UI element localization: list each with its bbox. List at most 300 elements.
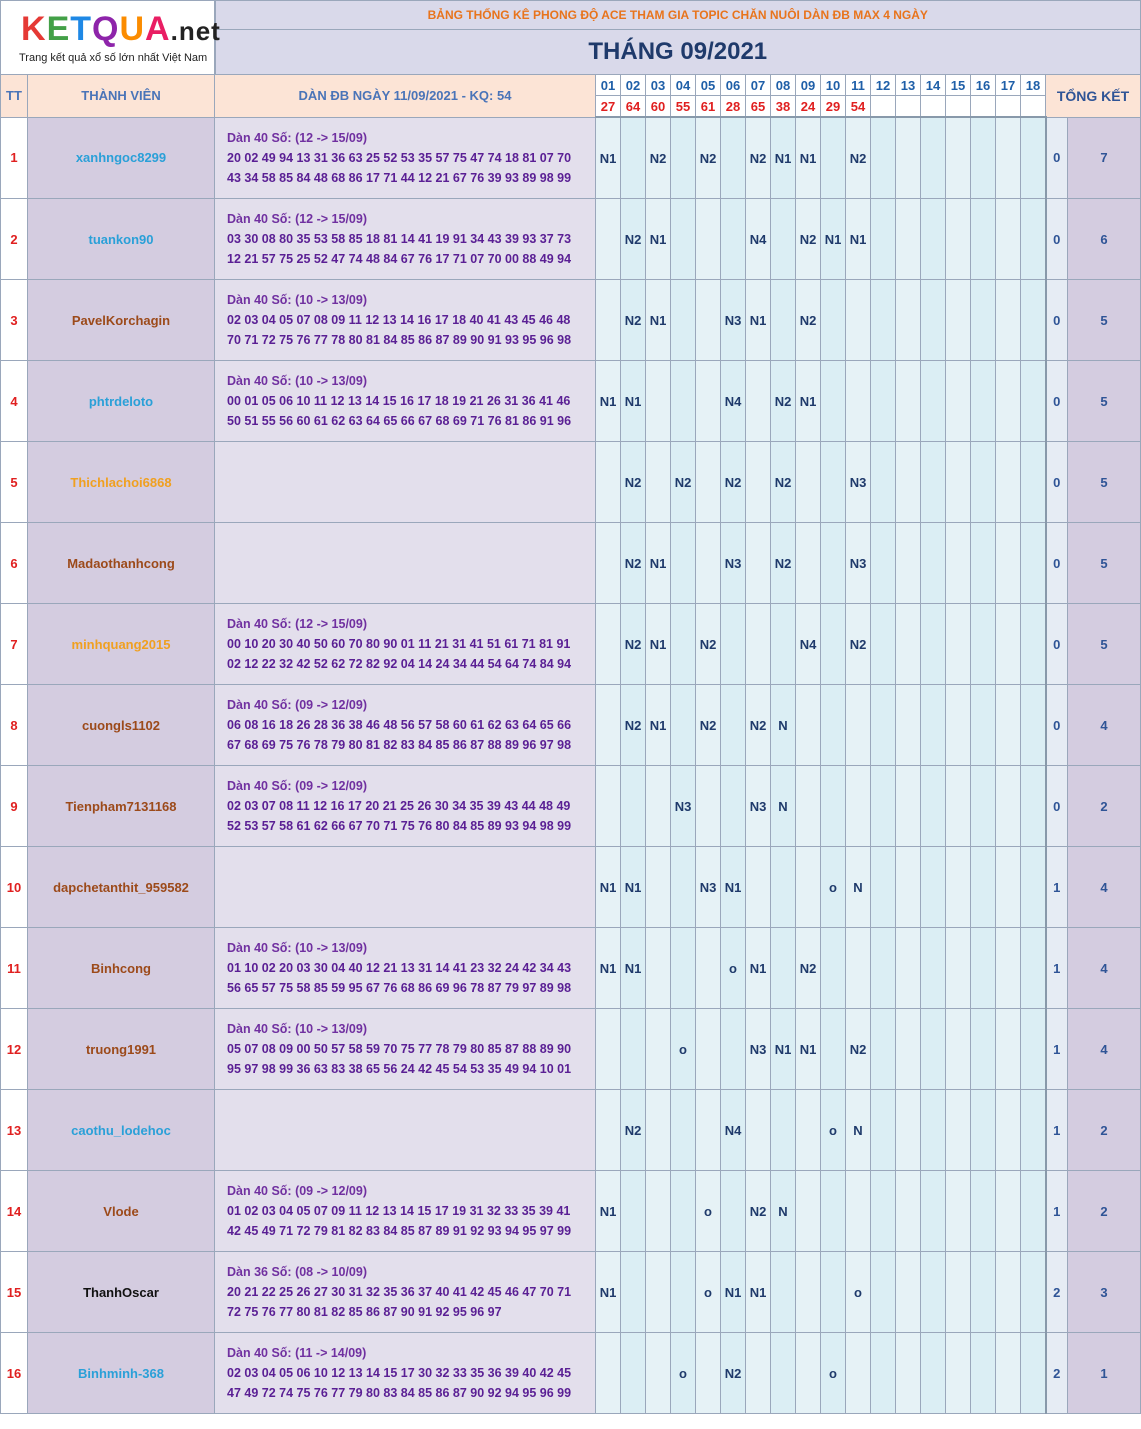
day-mark: N2 (696, 604, 721, 685)
day-mark (896, 442, 921, 523)
day-mark (921, 1171, 946, 1252)
total-score: 6 (1068, 199, 1141, 280)
member-name[interactable]: Binhcong (28, 928, 215, 1009)
day-mark (796, 1171, 821, 1252)
day-mark: N4 (746, 199, 771, 280)
day-mark (996, 1090, 1021, 1171)
day-mark: N2 (621, 1090, 646, 1171)
day-mark: N1 (796, 361, 821, 442)
day-mark (596, 523, 621, 604)
day-mark (771, 1090, 796, 1171)
day-mark (721, 685, 746, 766)
day-mark (596, 604, 621, 685)
member-name[interactable]: Madaothanhcong (28, 523, 215, 604)
day-result: 61 (696, 96, 721, 118)
day-mark (671, 199, 696, 280)
day-mark (896, 1171, 921, 1252)
day-mark (671, 117, 696, 199)
day-mark (821, 604, 846, 685)
day-mark (921, 442, 946, 523)
member-name[interactable]: ThanhOscar (28, 1252, 215, 1333)
day-mark (596, 199, 621, 280)
logo-suffix: .net (170, 15, 221, 46)
dan-heading: Dàn 40 Số: (10 -> 13/09) (227, 293, 367, 307)
day-mark (646, 1090, 671, 1171)
day-mark (1021, 766, 1046, 847)
day-mark: N2 (696, 117, 721, 199)
dan-heading: Dàn 40 Số: (10 -> 13/09) (227, 941, 367, 955)
day-mark (721, 117, 746, 199)
day-mark (671, 1171, 696, 1252)
table-row (1, 928, 1141, 1009)
row-index: 15 (1, 1252, 28, 1333)
dan-heading: Dàn 40 Số: (09 -> 12/09) (227, 698, 367, 712)
row-index: 10 (1, 847, 28, 928)
day-mark (946, 766, 971, 847)
total-wins: 2 (1046, 1252, 1068, 1333)
day-mark (621, 1333, 646, 1414)
day-mark: N3 (846, 442, 871, 523)
day-mark: N1 (621, 847, 646, 928)
day-mark: N2 (746, 1171, 771, 1252)
member-name[interactable]: dapchetanthit_959582 (28, 847, 215, 928)
day-mark (946, 117, 971, 199)
day-result: 27 (596, 96, 621, 118)
table-row (1, 685, 1141, 766)
day-mark (871, 117, 896, 199)
day-mark (821, 117, 846, 199)
day-header: 04 (671, 75, 696, 96)
total-score: 5 (1068, 523, 1141, 604)
day-mark (896, 361, 921, 442)
dan-numbers: 02 03 07 08 11 12 16 17 20 21 25 26 30 34 35 39 43 44 48 49 52 53 57 58 61 62 66 67 70 71 75 76 80 84 85 89 93 94 98 99 (227, 799, 572, 833)
day-mark (896, 523, 921, 604)
day-mark (821, 685, 846, 766)
day-mark (696, 280, 721, 361)
day-mark (871, 523, 896, 604)
day-mark (896, 928, 921, 1009)
day-mark (896, 766, 921, 847)
total-wins: 1 (1046, 1171, 1068, 1252)
day-mark (821, 280, 846, 361)
day-mark (1021, 117, 1046, 199)
day-mark (596, 1090, 621, 1171)
day-mark (871, 766, 896, 847)
day-mark (796, 1333, 821, 1414)
day-mark: N2 (796, 280, 821, 361)
row-index: 2 (1, 199, 28, 280)
day-mark (771, 1252, 796, 1333)
day-mark (921, 1090, 946, 1171)
day-mark (846, 1171, 871, 1252)
day-mark (596, 1009, 621, 1090)
header-dan: DÀN ĐB NGÀY 11/09/2021 - KQ: 54 (215, 75, 596, 118)
day-result: 60 (646, 96, 671, 118)
day-mark (696, 1009, 721, 1090)
table-row (1, 199, 1141, 280)
dan-cell (215, 928, 596, 1009)
day-result (921, 96, 946, 118)
dan-numbers: 01 02 03 04 05 07 09 11 12 13 14 15 17 19 31 32 33 35 39 41 42 45 49 71 72 79 81 82 83 84 85 87 89 91 92 93 94 95 97 99 (227, 1204, 572, 1238)
header-total: TỔNG KẾT (1046, 75, 1141, 118)
day-mark (996, 442, 1021, 523)
day-mark (796, 442, 821, 523)
day-mark: N2 (721, 442, 746, 523)
day-mark (1021, 604, 1046, 685)
day-mark (1021, 1009, 1046, 1090)
day-mark: o (671, 1009, 696, 1090)
day-mark: N1 (771, 117, 796, 199)
day-mark (671, 685, 696, 766)
total-score: 7 (1068, 117, 1141, 199)
day-mark (871, 604, 896, 685)
dan-cell (215, 766, 596, 847)
total-score: 5 (1068, 442, 1141, 523)
day-mark (746, 442, 771, 523)
dan-cell (215, 361, 596, 442)
logo-letter: T (70, 9, 93, 48)
member-name[interactable]: caothu_lodehoc (28, 1090, 215, 1171)
member-name[interactable]: Tienpham7131168 (28, 766, 215, 847)
day-mark (621, 1009, 646, 1090)
row-index: 3 (1, 280, 28, 361)
day-mark (796, 1252, 821, 1333)
dan-numbers: 00 10 20 30 40 50 60 70 80 90 01 11 21 31 41 51 61 71 81 91 02 12 22 32 42 52 62 72 82 92 04 14 24 34 44 54 64 74 84 94 (227, 637, 572, 671)
day-mark: N1 (771, 1009, 796, 1090)
day-mark (896, 199, 921, 280)
day-mark (646, 1171, 671, 1252)
dan-cell (215, 604, 596, 685)
row-index: 13 (1, 1090, 28, 1171)
day-header: 14 (921, 75, 946, 96)
day-mark (821, 1171, 846, 1252)
day-mark (971, 361, 996, 442)
day-mark (1021, 685, 1046, 766)
day-header: 05 (696, 75, 721, 96)
day-mark (671, 1090, 696, 1171)
day-header: 02 (621, 75, 646, 96)
day-mark (646, 766, 671, 847)
day-mark (996, 604, 1021, 685)
day-mark: N3 (721, 523, 746, 604)
dan-heading: Dàn 40 Số: (12 -> 15/09) (227, 617, 367, 631)
table-row (1, 766, 1141, 847)
day-mark (921, 523, 946, 604)
day-mark (946, 1090, 971, 1171)
day-mark: N2 (621, 199, 646, 280)
day-mark (721, 604, 746, 685)
dan-heading: Dàn 40 Số: (10 -> 13/09) (227, 374, 367, 388)
day-mark: N4 (721, 361, 746, 442)
day-mark (821, 766, 846, 847)
total-wins: 0 (1046, 685, 1068, 766)
dan-cell (215, 280, 596, 361)
day-mark (996, 1171, 1021, 1252)
header-tt: TT (1, 75, 28, 118)
day-mark: N1 (796, 117, 821, 199)
dan-heading: Dàn 40 Số: (11 -> 14/09) (227, 1346, 367, 1360)
day-mark (896, 1333, 921, 1414)
day-mark (896, 847, 921, 928)
day-mark: N1 (746, 928, 771, 1009)
table-row (1, 117, 1141, 199)
total-score: 1 (1068, 1333, 1141, 1414)
day-header: 16 (971, 75, 996, 96)
table-row (1, 604, 1141, 685)
day-mark (846, 685, 871, 766)
day-mark: N3 (721, 280, 746, 361)
day-mark: N1 (721, 1252, 746, 1333)
day-header: 11 (846, 75, 871, 96)
day-mark (746, 1090, 771, 1171)
day-mark (871, 1009, 896, 1090)
day-mark: N (846, 847, 871, 928)
dan-cell (215, 117, 596, 199)
member-name[interactable]: xanhngoc8299 (28, 117, 215, 199)
day-mark (671, 928, 696, 1009)
dan-numbers: 20 02 49 94 13 31 36 63 25 52 53 35 57 75 47 74 18 81 07 70 43 34 58 85 84 48 68 86 17 71 44 12 21 67 76 39 93 89 98 99 (227, 150, 572, 185)
day-result (971, 96, 996, 118)
dan-numbers: 06 08 16 18 26 28 36 38 46 48 56 57 58 60 61 62 63 64 65 66 67 68 69 75 76 78 79 80 81 82 83 84 85 86 87 88 89 96 97 98 (227, 718, 572, 752)
day-mark: N1 (746, 280, 771, 361)
day-mark (646, 847, 671, 928)
day-mark: N4 (721, 1090, 746, 1171)
row-index: 8 (1, 685, 28, 766)
member-name[interactable]: Thichlachoi6868 (28, 442, 215, 523)
table-row (1, 1009, 1141, 1090)
table-row (1, 1252, 1141, 1333)
day-mark: N1 (646, 685, 671, 766)
day-mark: N1 (646, 523, 671, 604)
day-result: 65 (746, 96, 771, 118)
day-header: 01 (596, 75, 621, 96)
day-mark: N1 (721, 847, 746, 928)
row-index: 11 (1, 928, 28, 1009)
total-wins: 1 (1046, 1090, 1068, 1171)
logo-tagline: Trang kết quả xổ số lớn nhất Việt Nam (19, 51, 208, 64)
table-row (1, 523, 1141, 604)
day-result: 28 (721, 96, 746, 118)
day-mark (946, 280, 971, 361)
day-mark (796, 847, 821, 928)
total-score: 5 (1068, 604, 1141, 685)
day-mark (971, 117, 996, 199)
day-mark (646, 1009, 671, 1090)
day-mark (871, 847, 896, 928)
total-wins: 0 (1046, 280, 1068, 361)
total-score: 3 (1068, 1252, 1141, 1333)
day-mark (996, 280, 1021, 361)
day-mark (996, 117, 1021, 199)
day-mark: N2 (721, 1333, 746, 1414)
day-mark: N3 (746, 766, 771, 847)
total-score: 5 (1068, 361, 1141, 442)
day-mark (846, 928, 871, 1009)
day-mark (596, 280, 621, 361)
table-row (1, 847, 1141, 928)
dan-cell (215, 847, 596, 928)
day-header: 10 (821, 75, 846, 96)
logo-letter: Q (92, 9, 120, 48)
member-name[interactable]: Binhminh-368 (28, 1333, 215, 1414)
total-wins: 0 (1046, 604, 1068, 685)
day-mark (946, 361, 971, 442)
day-mark (921, 280, 946, 361)
day-header: 18 (1021, 75, 1046, 96)
day-mark: N2 (846, 117, 871, 199)
day-mark (796, 685, 821, 766)
day-mark: N2 (796, 928, 821, 1009)
day-mark (821, 928, 846, 1009)
member-name[interactable]: PavelKorchagin (28, 280, 215, 361)
dan-numbers: 02 03 04 05 06 10 12 13 14 15 17 30 32 33 35 36 39 40 42 45 47 49 72 74 75 76 77 79 80 83 84 85 86 87 90 92 94 95 96 99 (227, 1366, 572, 1400)
row-index: 5 (1, 442, 28, 523)
total-wins: 1 (1046, 1009, 1068, 1090)
day-mark (996, 847, 1021, 928)
day-mark (921, 1333, 946, 1414)
total-score: 2 (1068, 1090, 1141, 1171)
member-name[interactable]: phtrdeloto (28, 361, 215, 442)
day-mark (1021, 280, 1046, 361)
day-mark: N1 (621, 361, 646, 442)
day-mark (971, 847, 996, 928)
day-result: 54 (846, 96, 871, 118)
day-mark: N2 (796, 199, 821, 280)
day-mark: N2 (771, 361, 796, 442)
dan-cell (215, 1090, 596, 1171)
day-mark: N2 (646, 117, 671, 199)
day-mark (796, 1090, 821, 1171)
day-mark: N4 (796, 604, 821, 685)
day-mark (846, 1333, 871, 1414)
day-mark: N1 (746, 1252, 771, 1333)
day-mark: o (696, 1171, 721, 1252)
total-wins: 0 (1046, 117, 1068, 199)
day-mark: N1 (596, 1171, 621, 1252)
day-mark (821, 1252, 846, 1333)
day-mark (871, 199, 896, 280)
day-result (896, 96, 921, 118)
day-mark (646, 928, 671, 1009)
day-mark (921, 199, 946, 280)
day-mark (896, 117, 921, 199)
day-mark (971, 442, 996, 523)
day-mark: N2 (746, 117, 771, 199)
day-mark (871, 1252, 896, 1333)
day-mark (896, 604, 921, 685)
table-row (1, 1171, 1141, 1252)
day-mark (921, 1252, 946, 1333)
day-mark: N2 (621, 280, 646, 361)
day-mark (946, 1252, 971, 1333)
dan-numbers: 05 07 08 09 00 50 57 58 59 70 75 77 78 79 80 85 87 88 89 90 95 97 98 99 36 63 83 38 65 56 24 42 45 54 53 35 49 94 10 01 (227, 1042, 572, 1076)
day-mark (671, 523, 696, 604)
day-mark: N2 (621, 442, 646, 523)
day-mark: o (696, 1252, 721, 1333)
day-mark: N2 (696, 685, 721, 766)
day-mark: N1 (646, 199, 671, 280)
day-mark (1021, 1171, 1046, 1252)
day-mark (921, 361, 946, 442)
dan-heading: Dàn 40 Số: (10 -> 13/09) (227, 1022, 367, 1036)
ketqua-logo[interactable] (1, 2, 221, 74)
day-mark (671, 604, 696, 685)
day-mark (621, 117, 646, 199)
row-index: 6 (1, 523, 28, 604)
day-mark: N (771, 766, 796, 847)
day-mark (946, 604, 971, 685)
total-score: 4 (1068, 847, 1141, 928)
table-title: BẢNG THỐNG KÊ PHONG ĐỘ ACE THAM GIA TOPIC CHĂN NUÔI DÀN ĐB MAX 4 NGÀY (215, 1, 1141, 30)
day-mark: N2 (771, 523, 796, 604)
day-mark: o (821, 847, 846, 928)
day-mark: N1 (596, 361, 621, 442)
logo-wordmark (21, 10, 221, 49)
day-mark (971, 523, 996, 604)
member-name[interactable]: minhquang2015 (28, 604, 215, 685)
day-mark (971, 1252, 996, 1333)
dan-numbers: 02 03 04 05 07 08 09 11 12 13 14 16 17 18 40 41 43 45 46 48 70 71 72 75 76 77 78 80 81 84 85 86 87 89 90 91 93 95 96 98 (227, 313, 572, 347)
day-result (871, 96, 896, 118)
day-mark (771, 199, 796, 280)
day-mark (646, 442, 671, 523)
day-mark (696, 766, 721, 847)
day-header: 03 (646, 75, 671, 96)
day-mark (946, 1171, 971, 1252)
day-mark (596, 685, 621, 766)
row-index: 4 (1, 361, 28, 442)
day-mark (971, 280, 996, 361)
day-result: 55 (671, 96, 696, 118)
member-name[interactable]: tuankon90 (28, 199, 215, 280)
day-mark (721, 1009, 746, 1090)
row-index: 7 (1, 604, 28, 685)
dan-cell (215, 523, 596, 604)
member-name[interactable]: cuongls1102 (28, 685, 215, 766)
day-mark (821, 523, 846, 604)
day-header: 13 (896, 75, 921, 96)
day-mark (621, 766, 646, 847)
member-name[interactable]: truong1991 (28, 1009, 215, 1090)
member-name[interactable]: Vlode (28, 1171, 215, 1252)
day-mark (871, 1090, 896, 1171)
day-mark: N1 (846, 199, 871, 280)
day-mark (871, 685, 896, 766)
day-mark: N2 (621, 523, 646, 604)
day-result (996, 96, 1021, 118)
dan-numbers: 20 21 22 25 26 27 30 31 32 35 36 37 40 41 42 45 46 47 70 71 72 75 76 77 80 81 82 85 86 87 90 91 92 95 96 97 (227, 1285, 572, 1319)
total-score: 2 (1068, 1171, 1141, 1252)
day-mark (596, 1333, 621, 1414)
day-result (946, 96, 971, 118)
day-mark (771, 604, 796, 685)
row-index: 14 (1, 1171, 28, 1252)
day-mark (1021, 928, 1046, 1009)
day-mark (921, 928, 946, 1009)
day-mark (671, 1252, 696, 1333)
logo-cell[interactable] (1, 1, 221, 75)
day-mark (971, 928, 996, 1009)
day-mark (1021, 523, 1046, 604)
day-mark (721, 1171, 746, 1252)
day-mark (1021, 1090, 1046, 1171)
day-header: 12 (871, 75, 896, 96)
day-mark (896, 280, 921, 361)
day-header: 06 (721, 75, 746, 96)
day-mark (921, 847, 946, 928)
day-mark: o (671, 1333, 696, 1414)
day-mark (971, 766, 996, 847)
